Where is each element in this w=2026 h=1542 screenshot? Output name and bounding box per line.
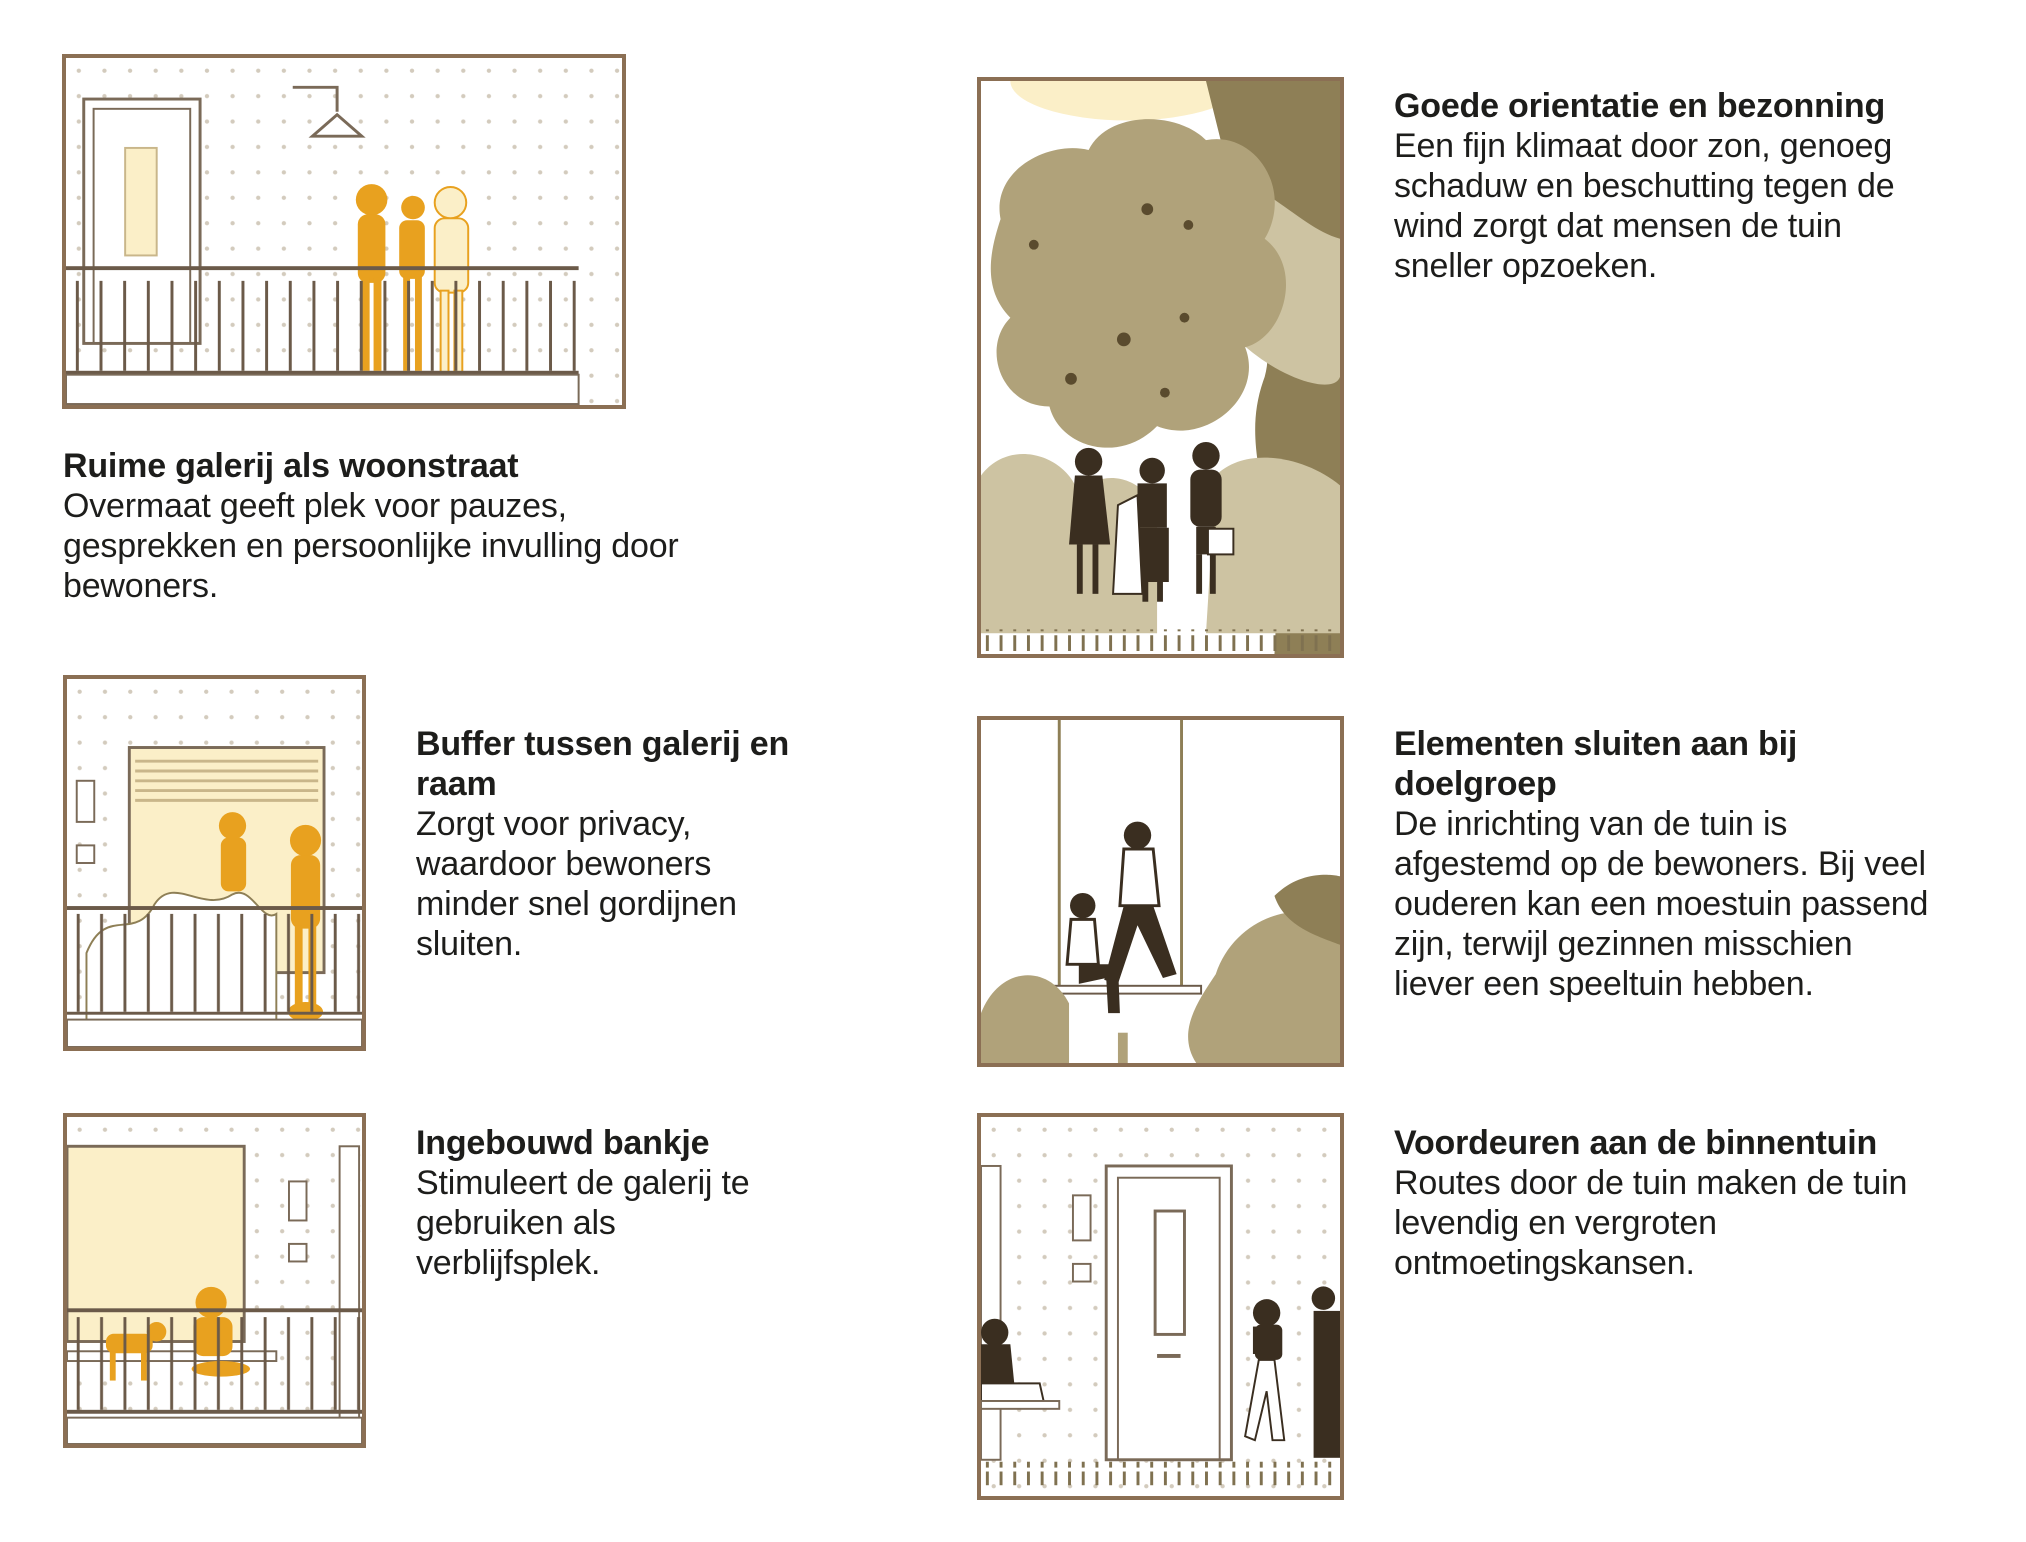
illustration-bankje [63,1113,366,1448]
caption-body: Routes door de tuin maken de tuin levendig en vergroten ontmoetingskansen. [1394,1164,1908,1282]
caption-title: Ruime galerij als woonstraat [63,447,519,485]
caption-title: Elementen sluiten aan bij doelgroep [1394,725,1798,803]
illustration-voordeuren [977,1113,1344,1500]
caption-title: Goede orientatie en bezonning [1394,87,1886,125]
caption-body: De inrichting van de tuin is afgestemd op de bewoners. Bij veel ouderen kan een moestuin passend zijn, terwijl gezinnen misschien liever een speeltuin hebben. [1394,805,1929,1003]
caption-body: Een fijn klimaat door zon, genoeg schaduw en beschutting tegen de wind zorgt dat mensen de tuin sneller opzoeken. [1394,127,1895,285]
caption-voordeuren [1394,1123,1934,1283]
caption-bankje [416,1123,796,1283]
voordeuren-illustration-svg [981,1117,1340,1496]
caption-body: Overmaat geeft plek voor pauzes, gesprekken en persoonlijke invulling door bewoners. [63,487,679,605]
buffer-illustration-svg [67,679,362,1047]
caption-title: Buffer tussen galerij en raam [416,725,790,803]
gallery-illustration-svg [66,58,622,405]
caption-body: Zorgt voor privacy, waardoor bewoners minder snel gordijnen sluiten. [416,805,737,963]
caption-title: Voordeuren aan de binnentuin [1394,1124,1878,1162]
elementen-illustration-svg [981,720,1340,1063]
caption-body: Stimuleert de galerij te gebruiken als verblijfsplek. [416,1164,750,1282]
caption-orientatie [1394,86,1914,286]
caption-elementen [1394,724,1934,1004]
illustration-galerij [62,54,626,409]
bankje-illustration-svg [67,1117,362,1444]
illustration-elementen [977,716,1344,1067]
orientatie-illustration-svg [981,81,1340,654]
caption-galerij [63,446,683,606]
illustration-orientatie [977,77,1344,658]
caption-title: Ingebouwd bankje [416,1124,710,1162]
illustration-buffer [63,675,366,1051]
caption-buffer [416,724,796,964]
